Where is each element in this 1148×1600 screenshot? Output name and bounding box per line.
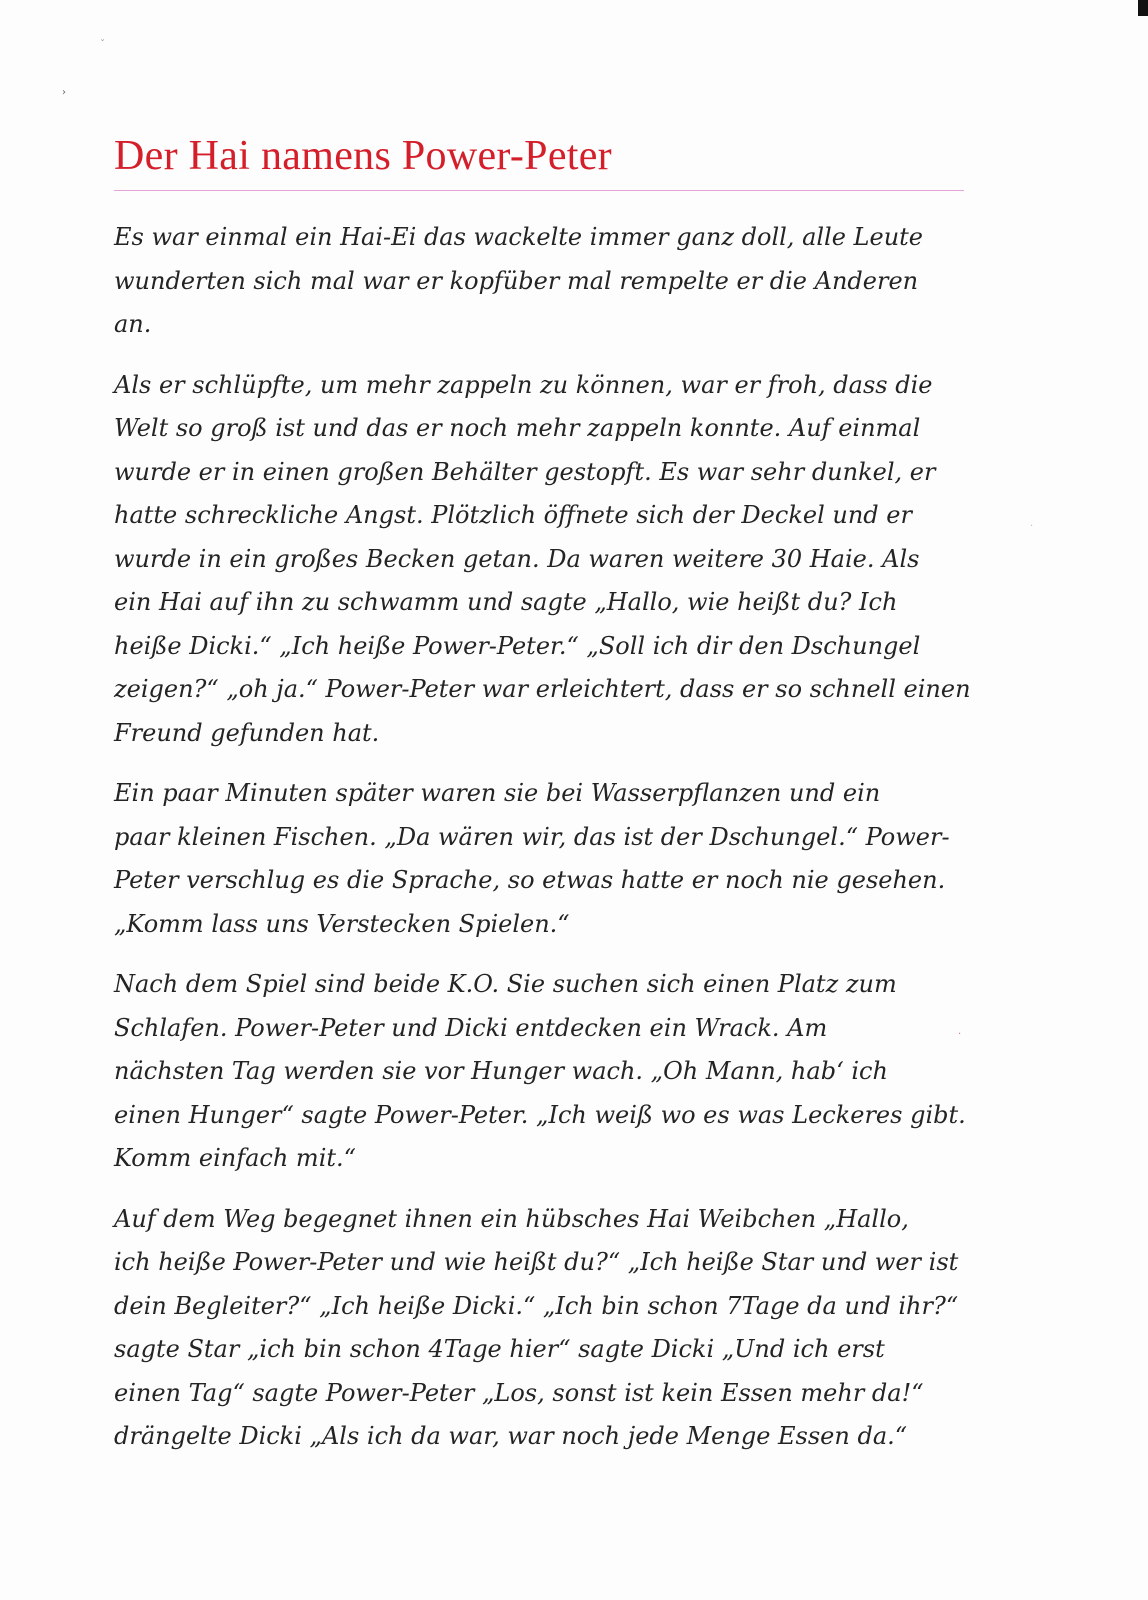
paragraph-2	[114, 364, 971, 756]
scan-speck: ·	[1030, 521, 1034, 532]
text-line: Es war einmal ein Hai-Ei das wackelte immer ganz doll, alle Leute	[114, 223, 924, 251]
text-line: „Komm lass uns Verstecken Spielen.“	[114, 909, 570, 938]
text-line: wunderten sich mal war er kopfüber mal rempelte er die Anderen	[114, 266, 919, 295]
text-line: einen Hunger“ sagte Power-Peter. „Ich weiß wo es was Leckeres gibt.	[114, 1100, 966, 1129]
story-body	[114, 216, 971, 1476]
text-line: Ein paar Minuten später waren sie bei Wasserpflanzen und ein	[114, 779, 881, 807]
text-line: wurde er in einen großen Behälter gestopft. Es war sehr dunkel, er	[114, 457, 936, 486]
text-line: wurde in ein großes Becken getan. Da waren weitere 30 Haie. Als	[114, 544, 920, 573]
text-line: Komm einfach mit.“	[114, 1144, 356, 1172]
text-line: ich heiße Power-Peter und wie heißt du?“ „Ich heiße Star und wer ist	[114, 1248, 959, 1276]
scan-speck: ˇ	[100, 39, 105, 50]
text-line: sagte Star „ich bin schon 4Tage hier“ sagte Dicki „Und ich erst	[114, 1335, 885, 1363]
scan-speck: ›	[62, 87, 66, 98]
page-title: Der Hai namens Power-Peter	[114, 133, 612, 179]
paragraph-5	[114, 1198, 964, 1459]
scan-speck: ·	[958, 1029, 962, 1040]
text-line: Nach dem Spiel sind beide K.O. Sie suchen sich einen Platz zum	[114, 970, 897, 998]
text-line: nächsten Tag werden sie vor Hunger wach. „Oh Mann, hab‘ ich	[114, 1057, 888, 1085]
title-underline	[114, 190, 964, 191]
text-line: Welt so groß ist und das er noch mehr zappeln konnte. Auf einmal	[114, 414, 921, 442]
text-line: heiße Dicki.“ „Ich heiße Power-Peter.“ „Soll ich dir den Dschungel	[114, 631, 921, 660]
text-line: Peter verschlug es die Sprache, so etwas hatte er noch nie gesehen.	[114, 866, 946, 894]
text-line: drängelte Dicki „Als ich da war, war noch jede Menge Essen da.“	[114, 1422, 908, 1450]
text-line: Auf dem Weg begegnet ihnen ein hübsches Hai Weibchen „Hallo,	[114, 1204, 909, 1233]
text-line: zeigen?“ „oh ja.“ Power-Peter war erleichtert, dass er so schnell einen	[114, 675, 971, 703]
paragraph-3	[114, 772, 964, 946]
scan-edge-mark	[1138, 0, 1148, 16]
text-line: einen Tag“ sagte Power-Peter „Los, sonst ist kein Essen mehr da!“	[114, 1378, 924, 1407]
text-line: paar kleinen Fischen. „Da wären wir, das ist der Dschungel.“ Power-	[114, 822, 950, 851]
text-line: ein Hai auf ihn zu schwamm und sagte „Hallo, wie heißt du? Ich	[114, 588, 898, 616]
text-line: Freund gefunden hat.	[114, 718, 380, 747]
text-line: dein Begleiter?“ „Ich heiße Dicki.“ „Ich bin schon 7Tage da und ihr?“	[114, 1291, 959, 1320]
text-line: hatte schreckliche Angst. Plötzlich öffnete sich der Deckel und er	[114, 501, 912, 529]
text-line: an.	[114, 310, 152, 338]
paragraph-4	[114, 963, 964, 1181]
text-line: Als er schlüpfte, um mehr zappeln zu können, war er froh, dass die	[114, 370, 933, 399]
paragraph-1	[114, 216, 964, 347]
text-line: Schlafen. Power-Peter und Dicki entdecken ein Wrack. Am	[114, 1013, 828, 1042]
